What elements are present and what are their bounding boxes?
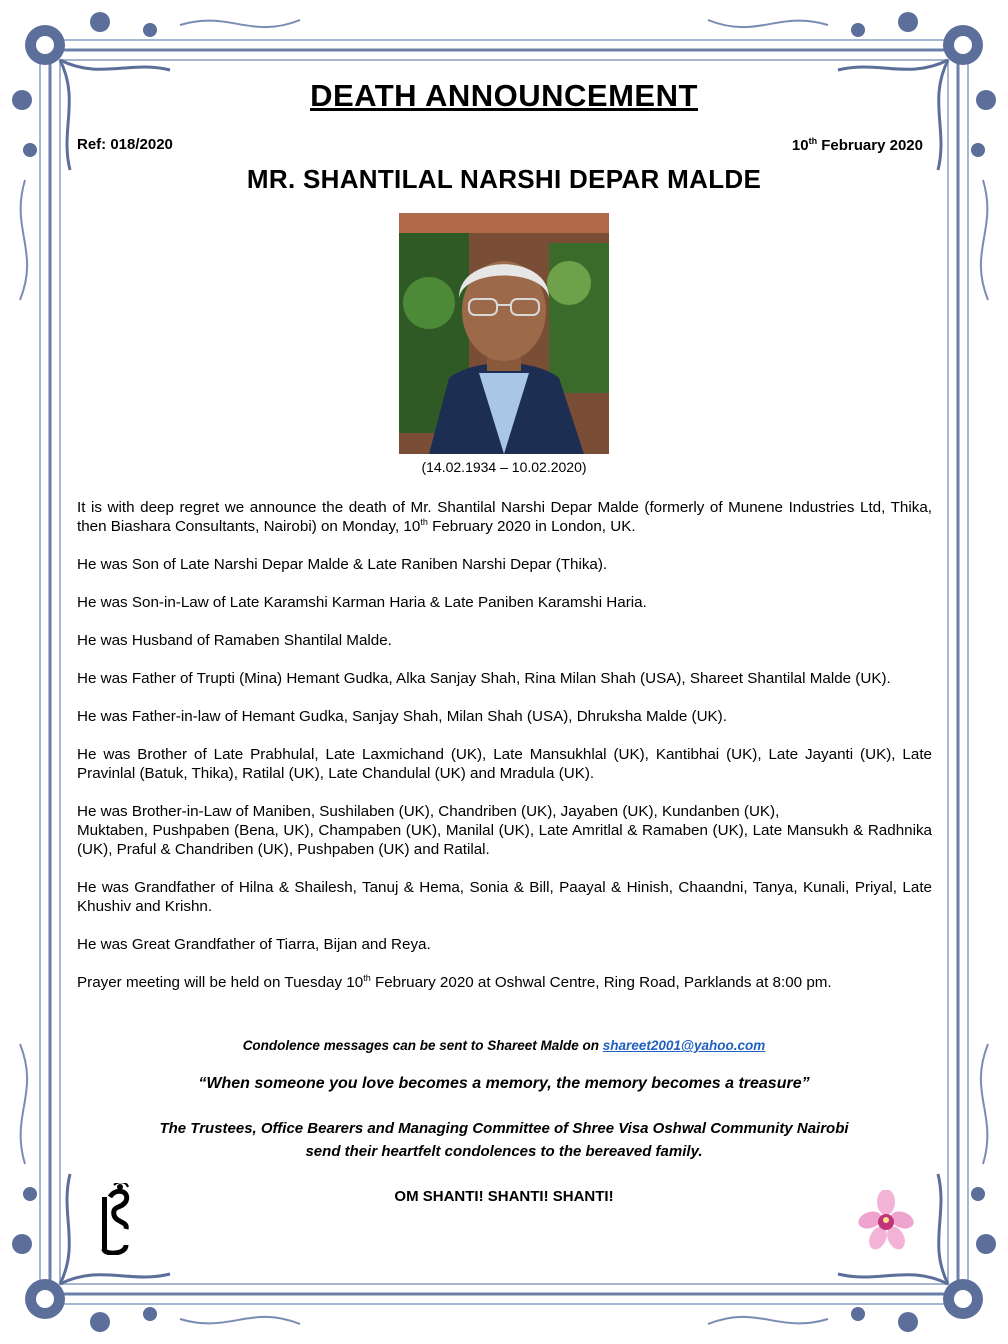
date-suffix: th bbox=[808, 136, 818, 146]
brother-in-law-line-2: Muktaben, Pushpaben (Bena, UK), Champaben (UK), Manilal (UK), Late Amritlal & Ramaben (UK), Late Mansukh & Radhnika (UK), Praful & Chandriben (UK), Pushpaben (UK) and Ratilal. bbox=[77, 822, 932, 858]
prayer-text-b: February 2020 at Oshwal Centre, Ring Road, Parklands at 8:00 pm. bbox=[370, 974, 832, 991]
grandfather-paragraph: He was Grandfather of Hilna & Shailesh, Tanuj & Hema, Sonia & Bill, Paayal & Hinish, Chaandni, Tanya, Kunali, Priyal, Late Khushiv and Krishn. bbox=[77, 879, 932, 915]
announcement-sup: th bbox=[420, 516, 428, 527]
reference-number: Ref: 018/2020 bbox=[77, 136, 173, 153]
father-in-law-paragraph: He was Father-in-law of Hemant Gudka, Sanjay Shah, Milan Shah (USA), Dhruksha Malde (UK). bbox=[77, 708, 727, 725]
husband-paragraph: He was Husband of Ramaben Shantilal Malde. bbox=[77, 632, 392, 649]
page-title: DEATH ANNOUNCEMENT bbox=[310, 78, 698, 113]
condolence-text: Condolence messages can be sent to Shareet Malde on bbox=[242, 1038, 603, 1053]
prayer-text-a: Prayer meeting will be held on Tuesday 10 bbox=[77, 974, 364, 991]
announcement-text-a: It is with deep regret we announce the death of Mr. Shantilal Narshi Depar Malde (formerly of Munene Industries Ltd, Thika, then Biashara Consultants, Nairobi) on Monday, 10 bbox=[77, 499, 932, 535]
prayer-sup: th bbox=[363, 972, 371, 983]
brother-in-law-paragraph bbox=[77, 802, 932, 859]
om-jain-symbol-icon bbox=[96, 1183, 136, 1255]
announcement-text-b: February 2020 in London, UK. bbox=[427, 518, 636, 535]
father-paragraph: He was Father of Trupti (Mina) Hemant Gudka, Alka Sanjay Shah, Rina Milan Shah (USA), Shareet Shantilal Malde (UK). bbox=[77, 670, 891, 687]
announcement-date bbox=[792, 136, 923, 154]
orchid-flower-icon bbox=[858, 1190, 914, 1252]
son-paragraph: He was Son of Late Narshi Depar Malde & Late Raniben Narshi Depar (Thika). bbox=[77, 556, 608, 573]
great-grandfather-paragraph: He was Great Grandfather of Tiarra, Bijan and Reya. bbox=[77, 936, 431, 953]
date-day: 10 bbox=[791, 137, 809, 154]
lifespan-dates: (14.02.1934 – 10.02.2020) bbox=[421, 459, 587, 475]
brother-paragraph: He was Brother of Late Prabhulal, Late Laxmichand (UK), Late Mansukhlal (UK), Kantibhai (UK), Late Jayanti (UK), Late Pravinlal (Batuk, Thika), Ratilal (UK), Late Chandulal (UK) and Mradula (UK). bbox=[77, 746, 932, 782]
deceased-name: MR. SHANTILAL NARSHI DEPAR MALDE bbox=[246, 164, 762, 194]
announcement-body bbox=[77, 498, 932, 1011]
announcement-paragraph bbox=[77, 498, 932, 536]
trustees-line-1: The Trustees, Office Bearers and Managing Committee of Shree Visa Oshwal Community Nairobi bbox=[159, 1120, 849, 1137]
om-shanti: OM SHANTI! SHANTI! SHANTI! bbox=[394, 1188, 614, 1205]
trustees-message bbox=[0, 1117, 1008, 1163]
portrait-photo bbox=[399, 213, 609, 454]
trustees-line-2: send their heartfelt condolences to the bereaved family. bbox=[305, 1143, 703, 1160]
condolence-line bbox=[0, 1038, 1008, 1053]
brother-in-law-line-1: He was Brother-in-Law of Maniben, Sushilaben (UK), Chandriben (UK), Jayaben (UK), Kundanben (UK), bbox=[77, 803, 780, 820]
prayer-meeting-paragraph bbox=[77, 973, 932, 992]
son-in-law-paragraph: He was Son-in-Law of Late Karamshi Karman Haria & Late Paniben Karamshi Haria. bbox=[77, 594, 647, 611]
date-rest: February 2020 bbox=[817, 137, 923, 154]
memorial-quote: “When someone you love becomes a memory, the memory becomes a treasure” bbox=[198, 1075, 810, 1092]
email-link[interactable]: shareet2001@yahoo.com bbox=[602, 1038, 766, 1053]
